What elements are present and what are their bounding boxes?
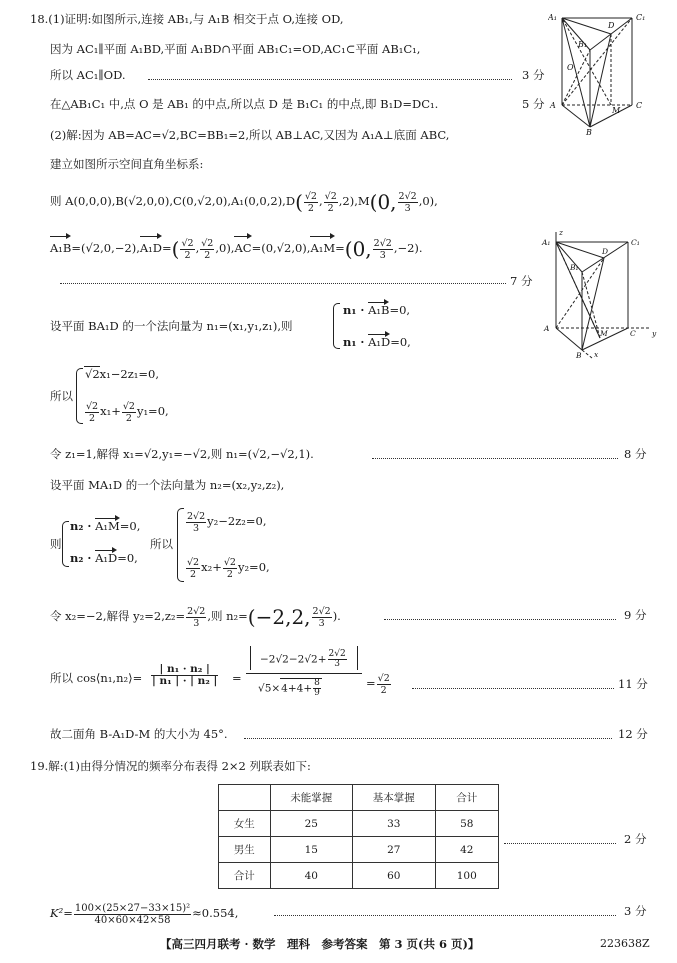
table-cell: 27	[353, 837, 435, 863]
score-7: 7 分	[510, 274, 533, 288]
table-cell: 42	[435, 837, 498, 863]
table-cell: 15	[270, 837, 352, 863]
leader-dots	[412, 688, 614, 689]
equals: = $\frac{√2}{2}$	[366, 672, 390, 696]
vector-AC: AC	[234, 236, 251, 260]
table-cell: 58	[435, 811, 498, 837]
system-eq: n₁ · A₁D=0,	[343, 335, 411, 349]
table-cell: 25	[270, 811, 352, 837]
leader-dots	[504, 843, 616, 844]
paren: (0,	[369, 190, 397, 214]
q18-line-6: 建立如图所示空间直角坐标系:	[50, 157, 204, 171]
table-cell: 100	[435, 863, 498, 889]
point-label: C₁	[636, 13, 646, 22]
table-cell: 未能掌握	[270, 785, 352, 811]
leader-dots	[60, 283, 506, 284]
contingency-table	[218, 784, 499, 889]
point-label: A	[550, 101, 556, 110]
q18-line-5: (2)解:因为 AB=AC=√2,BC=BB₁=2,所以 AB⊥AC,又因为 A₁A⊥底面 ABC,	[50, 128, 450, 142]
equals: =	[232, 671, 242, 685]
point-label: M	[600, 329, 608, 338]
axis-label: z	[559, 228, 563, 237]
leader-dots	[384, 619, 616, 620]
brace	[333, 303, 340, 349]
score-3b: 3 分	[624, 904, 647, 918]
point-label: B	[576, 351, 582, 360]
q18-line-2: 因为 AC₁∥平面 A₁BD,平面 A₁BD∩平面 AB₁C₁=OD,AC₁⊂平面 AB₁C₁,	[50, 42, 421, 56]
doc-code: 223638Z	[600, 937, 650, 950]
point-label: O	[567, 63, 574, 72]
table-cell: 合计	[435, 785, 498, 811]
system-eq: n₂ · A₁D=0,	[70, 551, 138, 565]
point-label: B₁	[578, 40, 588, 49]
coords-text: 则 A(0,0,0),B(√2,0,0),C(0,√2,0),A₁(0,0,2),D	[50, 194, 296, 208]
k2-formula: K²= $\frac{\text{100×(25×27−33×15)²}}{40\times 60\times 42\times 58}$ ≈0.554,	[50, 902, 239, 926]
q18-line-4: 在△AB₁C₁ 中,点 O 是 AB₁ 的中点,所以点 D 是 B₁C₁ 的中点,即 B₁D=DC₁.	[50, 97, 439, 111]
table-row	[219, 811, 499, 837]
prism-figure-top	[548, 10, 658, 136]
point-label: A₁	[542, 238, 551, 247]
system-eq: √2x₁−2z₁=0,	[85, 367, 159, 381]
point-label: B	[586, 128, 592, 136]
frac-sqrt2-2: $\frac{√2}{2}$	[181, 237, 194, 261]
brace	[177, 508, 184, 582]
q18-line-11: 所以	[50, 389, 73, 403]
score-9: 9 分	[624, 608, 647, 622]
leader-dots	[148, 79, 512, 80]
table-cell	[219, 785, 271, 811]
leader-dots	[274, 915, 616, 916]
system-eq: $\frac{√2}{2}$ x₂+ $\frac{√2}{2}$ y₂=0,	[187, 556, 270, 580]
q18-line-1: 18.(1)证明:如图所示,连接 AB₁,与 A₁B 相交于点 O,连接 OD,	[30, 12, 344, 26]
vector-A1D: A₁D	[140, 236, 162, 260]
axis-label: y	[652, 329, 657, 338]
leader-dots	[372, 458, 618, 459]
cos-fraction: $\frac{\text{| n₁ · n₂ |}}{\text{| n₁ | · | n₂ |}}$	[152, 663, 218, 687]
prism-figure-axes	[538, 228, 664, 360]
q18-line-10: 设平面 BA₁D 的一个法向量为 n₁=(x₁,y₁,z₁),则	[50, 319, 293, 333]
q18-line-7: 则 A(0,0,0),B(√2,0,0),C(0,√2,0),A₁(0,0,2),D( $\frac{√2}{2}$ , $\frac{√2}{2}$ ,2),M(0, $\frac{2√2}{3}$ ,0),	[50, 190, 438, 214]
q18-line-14b: 所以	[150, 537, 173, 551]
q18-line-16: 所以 cos⟨n₁,n₂⟩=	[50, 671, 143, 685]
score-2: 2 分	[624, 832, 647, 846]
q18-line-8: A₁B=(√2,0,−2),A₁D=( $\frac{√2}{2}$ , $\frac{√2}{2}$ ,0),AC=(0,√2,0),A₁M=(0, $\frac{2√2}{3}$ ,−2).	[50, 237, 423, 261]
score-12: 12 分	[618, 727, 648, 741]
coords-text: ,2),M	[338, 194, 370, 208]
table-cell: 基本掌握	[353, 785, 435, 811]
system-eq: $\frac{2√2}{3}$ y₂−2z₂=0,	[187, 510, 267, 534]
frac-sqrt2-2: $\frac{√2}{2}$	[304, 190, 317, 214]
frac-2sqrt2-3: $\frac{2√2}{3}$	[398, 190, 417, 214]
page-footer: 【高三四月联考 · 数学 理科 参考答案 第 3 页(共 6 页)】	[160, 937, 480, 951]
q18-line-13: 设平面 MA₁D 的一个法向量为 n₂=(x₂,y₂,z₂),	[50, 478, 285, 492]
point-label: C	[636, 101, 643, 110]
frac-sqrt2-2: $\frac{√2}{2}$	[324, 190, 337, 214]
system-eq: n₂ · A₁M=0,	[70, 519, 141, 533]
point-label: C₁	[631, 238, 640, 247]
point-label: C	[630, 329, 636, 338]
table-cell: 60	[353, 863, 435, 889]
point-label: D	[602, 247, 609, 256]
system-eq: n₁ · A₁B=0,	[343, 303, 411, 317]
score-5: 5 分	[522, 97, 545, 111]
q18-line-17: 故二面角 B-A₁D-M 的大小为 45°.	[50, 727, 228, 741]
table-row	[219, 863, 499, 889]
table-cell: 合计	[219, 863, 271, 889]
table-cell: 女生	[219, 811, 271, 837]
table-cell: 40	[270, 863, 352, 889]
table-cell: 33	[353, 811, 435, 837]
point-label: D	[608, 21, 615, 30]
system-eq: $\frac{√2}{2}$ x₁+ $\frac{√2}{2}$ y₁=0,	[86, 400, 169, 424]
q18-line-15: 令 x₂=−2,解得 y₂=2,z₂= $\frac{2√2}{3}$ ,则 n₂=(−2,2, $\frac{2√2}{3}$ ).	[50, 605, 341, 629]
table-cell: 男生	[219, 837, 271, 863]
q18-line-3: 所以 AC₁∥OD.	[50, 68, 126, 82]
point-label: M	[612, 106, 621, 115]
leader-dots	[244, 738, 612, 739]
big-fraction: −2√2−2√2+ $\frac{2√2}{3}$ √5×4+4+ $\frac{8}{9}$	[246, 646, 362, 702]
axis-label: x	[594, 350, 599, 359]
coords-text: ,0),	[418, 194, 438, 208]
q18-line-14: 则	[50, 537, 62, 551]
vector-A1B: A₁B	[50, 236, 71, 260]
point-label: A	[544, 324, 550, 333]
q19-line-1: 19.解:(1)由得分情况的频率分布表得 2×2 列联表如下:	[30, 759, 311, 773]
frac-sqrt2-2: $\frac{√2}{2}$	[201, 237, 214, 261]
score-8: 8 分	[624, 447, 647, 461]
vector-A1M: A₁M	[310, 236, 335, 260]
q18-line-12: 令 z₁=1,解得 x₁=√2,y₁=−√2,则 n₁=(√2,−√2,1).	[50, 447, 314, 461]
brace	[62, 521, 69, 567]
table-row	[219, 837, 499, 863]
paren: (	[295, 190, 303, 214]
table-header-row	[219, 785, 499, 811]
brace	[76, 368, 83, 424]
score-3: 3 分	[522, 68, 545, 82]
score-11: 11 分	[618, 677, 648, 691]
frac-2sqrt2-3: $\frac{2√2}{3}$	[373, 237, 392, 261]
point-label: A₁	[548, 13, 557, 22]
point-label: B₁	[570, 263, 579, 272]
